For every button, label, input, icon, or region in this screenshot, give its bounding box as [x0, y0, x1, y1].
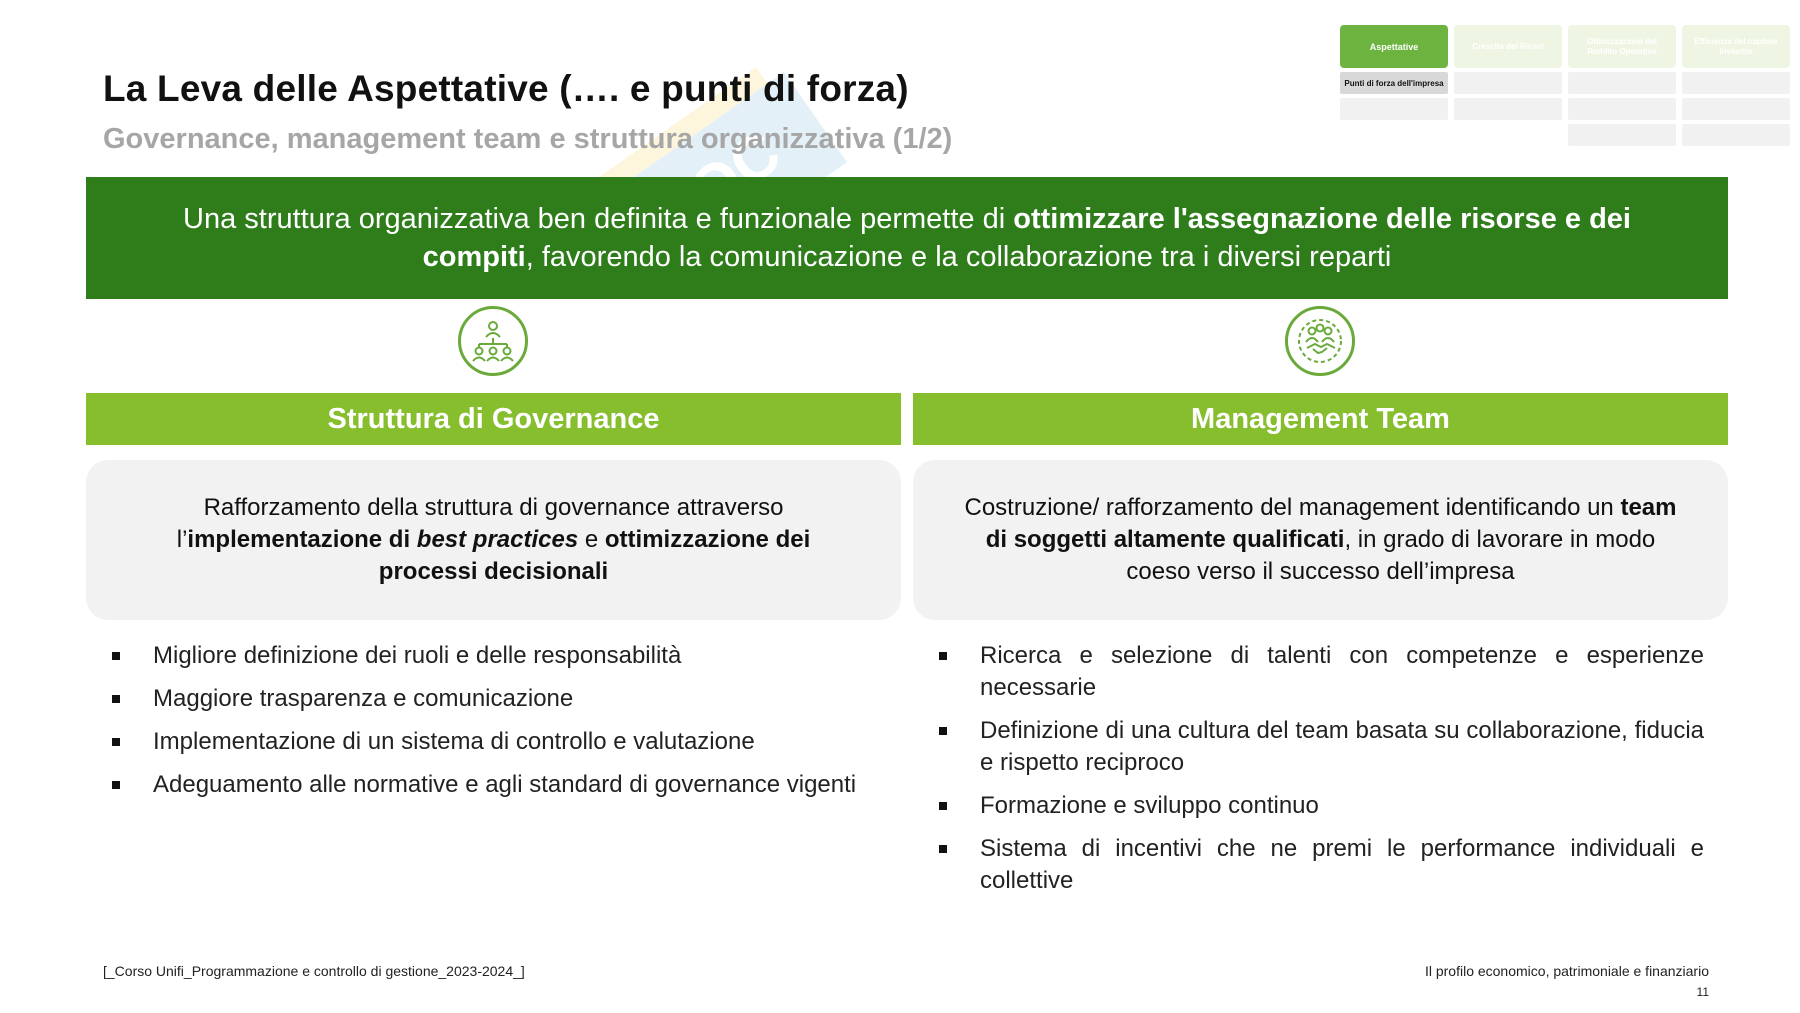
governance-card: [86, 460, 901, 620]
management-card-text-2: , in grado di lavorare in modo coeso verso il successo dell’impresa: [1126, 526, 1656, 585]
list-item-text: Adeguamento alle normative e agli standard di governance vigenti: [153, 771, 857, 798]
bullet-square-icon: [112, 695, 120, 703]
nav-item-investimenti[interactable]: Investimenti in immobilizzazioni: [1682, 72, 1790, 94]
team-handshake-icon: [1285, 306, 1355, 376]
bullet-square-icon: [939, 845, 947, 853]
list-item: [112, 769, 877, 801]
nav-item-costi-fissi[interactable]: Costi fissi: [1568, 98, 1676, 120]
page-title: La Leva delle Aspettative (…. e punti di forza): [103, 68, 909, 109]
nav-tab-capitale-investito[interactable]: Efficienza del capitale investito: [1682, 25, 1790, 68]
bullet-square-icon: [939, 802, 947, 810]
nav-item-piano-strategico[interactable]: Piano strategico: [1340, 98, 1448, 120]
bullet-square-icon: [939, 727, 947, 735]
management-card: [913, 460, 1728, 620]
nav-item-efficienza[interactable]: Efficienza: [1568, 124, 1676, 146]
governance-card-bold-2: ottimizzazione dei processi decisionali: [378, 526, 811, 585]
nav-item-punti-di-forza[interactable]: Punti di forza dell'impresa: [1340, 72, 1448, 94]
list-item-text: Migliore definizione dei ruoli e delle responsabilità: [153, 642, 682, 669]
bullet-square-icon: [112, 781, 120, 789]
management-card-text: Costruzione/ rafforzamento del management identificando un: [964, 494, 1621, 521]
nav-item-prezzi[interactable]: Prezzi: [1454, 98, 1562, 120]
banner-text-end: , favorendo la comunicazione e la collaborazione tra i diversi reparti: [525, 241, 1392, 273]
nav-item-magazzino[interactable]: Magazzino: [1682, 98, 1790, 120]
page-subtitle: Governance, management team e struttura organizzativa (1/2): [103, 123, 953, 155]
list-item-text: Definizione di una cultura del team basata su collaborazione, fiducia e rispetto reciproco: [980, 717, 1704, 776]
list-item-text: Sistema di incentivi che ne premi le performance individuali e collettive: [980, 835, 1704, 894]
list-item: [939, 640, 1704, 704]
list-item: [939, 833, 1704, 897]
list-item-text: Maggiore trasparenza e comunicazione: [153, 685, 574, 712]
nav-item-costi-variabili[interactable]: Costi variabili: [1568, 72, 1676, 94]
governance-card-text-2: e: [578, 526, 605, 553]
governance-header: Struttura di Governance: [86, 393, 901, 445]
nav-tab-crescita-ricavi[interactable]: Crescita dei Ricavi: [1454, 25, 1562, 68]
list-item-text: Implementazione di un sistema di controllo e valutazione: [153, 728, 755, 755]
list-item: [112, 726, 877, 758]
list-item-text: Ricerca e selezione di talenti con competenze e esperienze necessarie: [980, 642, 1704, 701]
nav-tab-aspettative[interactable]: Aspettative: [1340, 25, 1448, 68]
list-item: [112, 640, 877, 672]
governance-card-italic: best practices: [416, 526, 579, 553]
nav-item-empty: [1454, 124, 1562, 146]
list-item-text: Formazione e sviluppo continuo: [980, 792, 1319, 819]
banner-text: Una struttura organizzativa ben definita e funzionale permette di: [183, 203, 1014, 235]
section-navigation: [1340, 25, 1790, 146]
list-item: [939, 790, 1704, 822]
nav-item-empty: [1340, 124, 1448, 146]
list-item: [939, 715, 1704, 779]
governance-card-bold: implementazione di: [187, 526, 417, 553]
footer-course-label: [_Corso Unifi_Programmazione e controllo di gestione_2023-2024_]: [103, 963, 525, 979]
governance-card-text: Rafforzamento della struttura di governance attraverso l’: [176, 494, 784, 553]
governance-bullet-list: [112, 640, 877, 812]
bullet-square-icon: [112, 738, 120, 746]
bullet-square-icon: [112, 652, 120, 660]
management-card-bold: team di soggetti altamente qualificati: [985, 494, 1677, 553]
management-bullet-list: [939, 640, 1704, 908]
banner-bold-text: ottimizzare l'assegnazione delle risorse e dei compiti: [422, 203, 1631, 273]
page-number: 11: [1696, 985, 1709, 999]
nav-item-volumi[interactable]: Volumi: [1454, 72, 1562, 94]
bullet-square-icon: [939, 652, 947, 660]
list-item: [112, 683, 877, 715]
org-structure-icon: [458, 306, 528, 376]
management-team-header: Management Team: [913, 393, 1728, 445]
nav-tab-reddito-operativo[interactable]: Ottimizzazione del Reddito Operativo: [1568, 25, 1676, 68]
footer-section-label: Il profilo economico, patrimoniale e finanziario: [1424, 963, 1709, 979]
key-message-banner: [86, 177, 1728, 299]
nav-item-crediti-debiti[interactable]: Crediti e debiti: [1682, 124, 1790, 146]
